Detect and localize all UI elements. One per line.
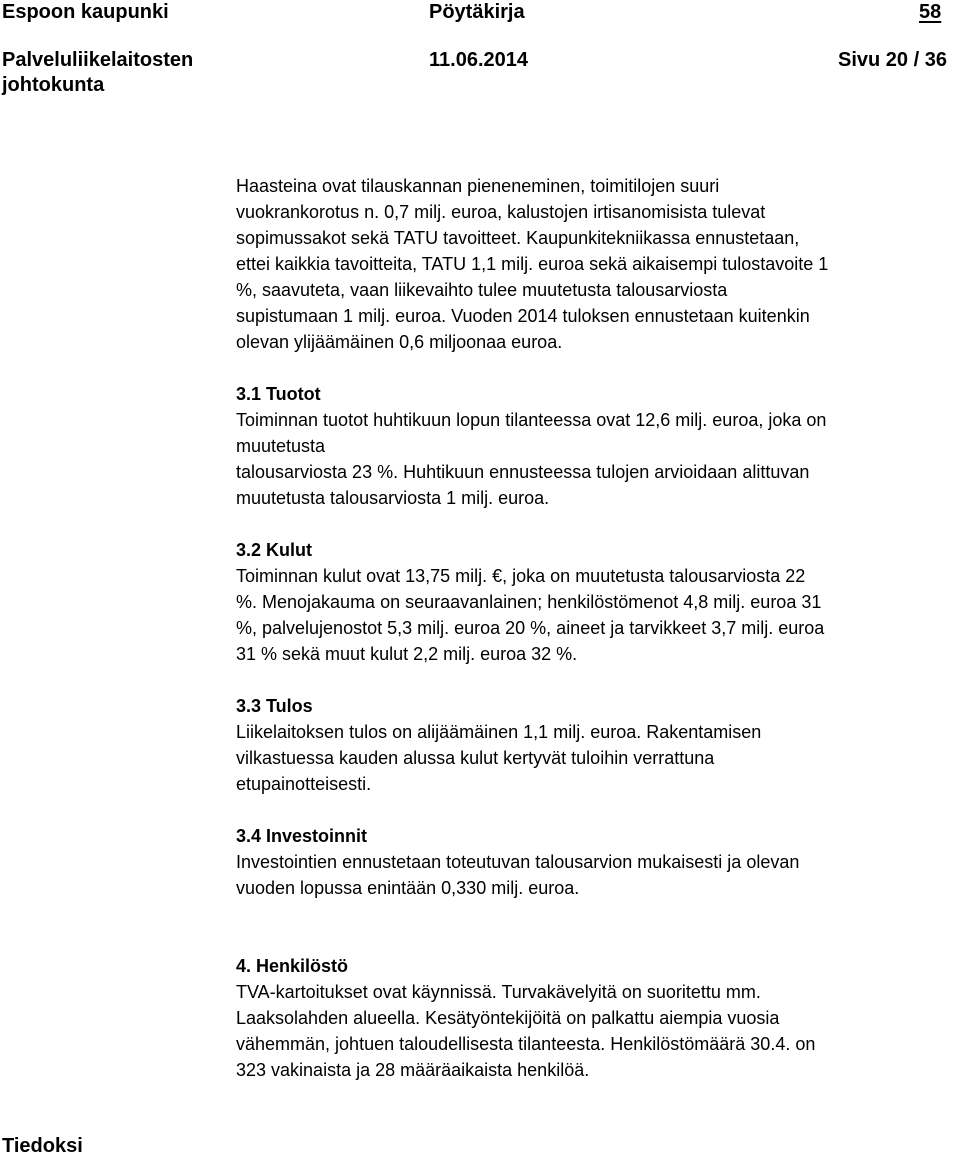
- section-henkilosto: [236, 953, 958, 1083]
- section-number: 58: [919, 1, 942, 23]
- section-heading: 4. Henkilöstö: [236, 956, 349, 976]
- text-line: Investointien ennustetaan toteutuvan talousarvion mukaisesti ja olevan: [236, 852, 800, 872]
- text-line: Toiminnan kulut ovat 13,75 milj. €, joka on muutetusta talousarviosta 22: [236, 566, 806, 586]
- page-number: Sivu 20 / 36: [838, 49, 947, 71]
- text-line: 323 vakinaista ja 28 määräaikaista henkilöä.: [236, 1060, 590, 1080]
- section-paragraph: [236, 563, 958, 667]
- text-line: vähemmän, johtuen taloudellisesta tilanteesta. Henkilöstömäärä 30.4. on: [236, 1034, 816, 1054]
- section-heading: 3.3 Tulos: [236, 696, 313, 716]
- text-line: olevan ylijäämäinen 0,6 miljoonaa euroa.: [236, 332, 563, 352]
- text-line: %. Menojakauma on seuraavanlainen; henkilöstömenot 4,8 milj. euroa 31: [236, 592, 822, 612]
- section-heading: 3.4 Investoinnit: [236, 826, 368, 846]
- text-line: sopimussakot sekä TATU tavoitteet. Kaupunkitekniikassa ennustetaan,: [236, 228, 800, 248]
- section-kulut: [236, 537, 958, 667]
- city-name: Espoon kaupunki: [2, 1, 169, 23]
- text-line: talousarviosta 23 %. Huhtikuun ennusteessa tulojen arvioidaan alittuvan: [236, 462, 810, 482]
- meeting-date: 11.06.2014: [429, 49, 528, 71]
- text-line: vilkastuessa kauden alussa kulut kertyvät tuloihin verrattuna: [236, 748, 715, 768]
- section-tuotot: [236, 381, 958, 511]
- text-line: vuokrankorotus n. 0,7 milj. euroa, kalustojen irtisanomisista tulevat: [236, 202, 766, 222]
- text-line: vuoden lopussa enintään 0,330 milj. euroa.: [236, 878, 580, 898]
- text-line: Liikelaitoksen tulos on alijäämäinen 1,1 milj. euroa. Rakentamisen: [236, 722, 762, 742]
- section-heading: 3.1 Tuotot: [236, 384, 321, 404]
- section-tulos: [236, 693, 958, 797]
- section-heading: 3.2 Kulut: [236, 540, 313, 560]
- section-paragraph: [236, 407, 958, 511]
- footer-label: Tiedoksi: [2, 1135, 83, 1157]
- document-body: [236, 173, 958, 1083]
- text-line: Laaksolahden alueella. Kesätyöntekijöitä on palkattu aiempia vuosia: [236, 1008, 780, 1028]
- text-line: Toiminnan tuotot huhtikuun lopun tilanteessa ovat 12,6 milj. euroa, joka on: [236, 410, 827, 430]
- text-line: muutetusta talousarviosta 1 milj. euroa.: [236, 488, 550, 508]
- section-investoinnit: [236, 823, 958, 901]
- document-type: Pöytäkirja: [429, 1, 525, 23]
- text-line: supistumaan 1 milj. euroa. Vuoden 2014 tuloksen ennustetaan kuitenkin: [236, 306, 810, 326]
- text-line: 31 % sekä muut kulut 2,2 milj. euroa 32 %.: [236, 644, 578, 664]
- body-name-line2: johtokunta: [2, 74, 105, 96]
- text-line: ettei kaikkia tavoitteita, TATU 1,1 milj. euroa sekä aikaisempi tulostavoite 1: [236, 254, 829, 274]
- intro-paragraph: [236, 173, 958, 355]
- text-line: TVA-kartoitukset ovat käynnissä. Turvakävelyitä on suoritettu mm.: [236, 982, 761, 1002]
- section-paragraph: [236, 979, 958, 1083]
- text-line: muutetusta: [236, 436, 326, 456]
- text-line: %, palvelujenostot 5,3 milj. euroa 20 %, aineet ja tarvikkeet 3,7 milj. euroa: [236, 618, 825, 638]
- body-name-line1: Palveluliikelaitosten: [2, 49, 194, 71]
- text-line: %, saavuteta, vaan liikevaihto tulee muutetusta talousarviosta: [236, 280, 728, 300]
- section-paragraph: [236, 719, 958, 797]
- text-line: etupainotteisesti.: [236, 774, 372, 794]
- text-line: Haasteina ovat tilauskannan pieneneminen, toimitilojen suuri: [236, 176, 720, 196]
- section-paragraph: [236, 849, 958, 901]
